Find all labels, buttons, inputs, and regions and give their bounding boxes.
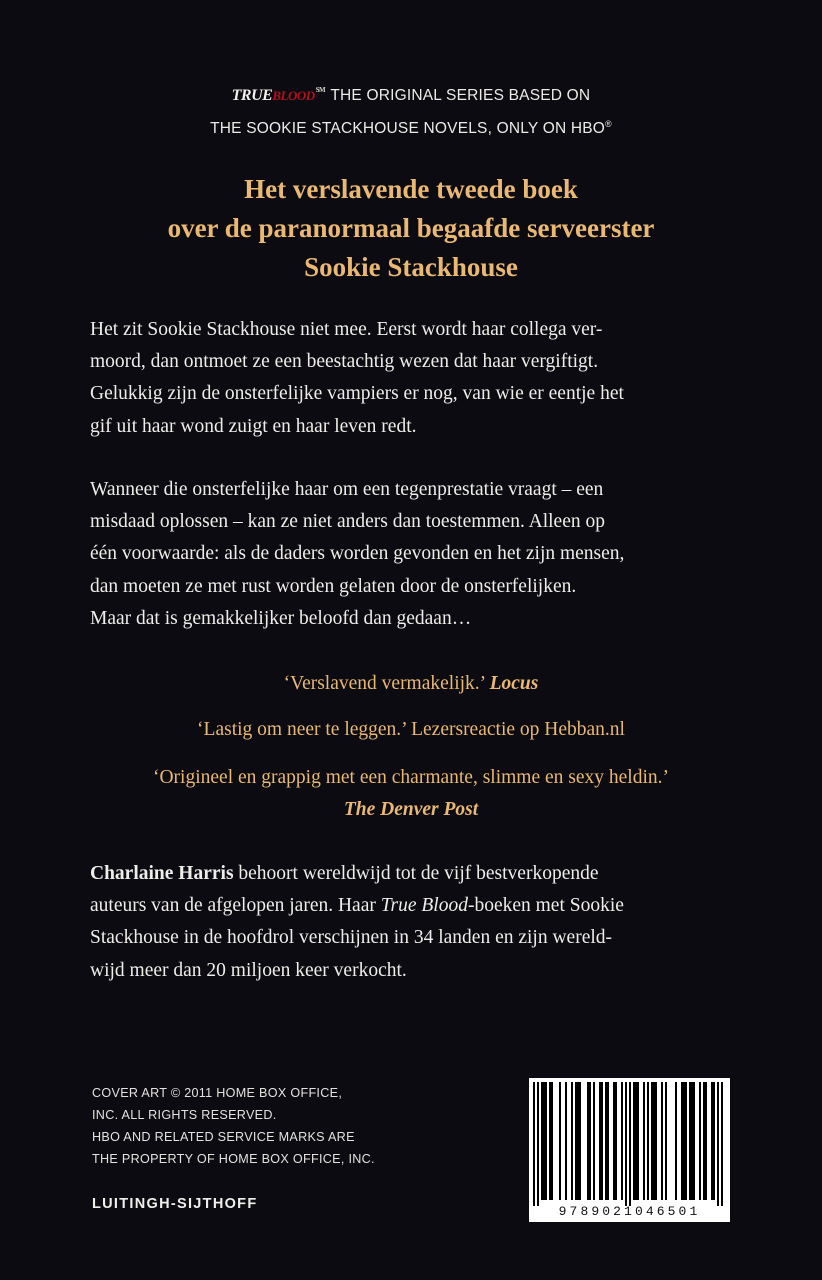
barcode-bar bbox=[647, 1082, 649, 1200]
barcode-bar bbox=[615, 1082, 617, 1200]
text-line: Wanneer die onsterfelijke haar om een tegenprestatie vraagt – een bbox=[90, 479, 604, 500]
barcode-bar bbox=[685, 1082, 687, 1200]
quote-source: Locus bbox=[489, 673, 539, 694]
review-quote-1 bbox=[0, 668, 822, 700]
text-line: één voorwaarde: als de daders worden gevonden en het zijn mensen, bbox=[90, 543, 625, 565]
barcode-bar bbox=[577, 1082, 579, 1200]
barcode-bar bbox=[575, 1082, 577, 1200]
barcode-bar bbox=[571, 1082, 573, 1200]
barcode-bar bbox=[637, 1082, 639, 1200]
text-line: wijd meer dan 20 miljoen keer verkocht. bbox=[90, 959, 407, 981]
quote-source: Lezersreactie op Hebban.nl bbox=[411, 719, 625, 740]
barcode-bar bbox=[651, 1082, 653, 1200]
credit-line: COVER ART © 2011 HOME BOX OFFICE, bbox=[92, 1086, 343, 1100]
barcode-bar bbox=[693, 1082, 695, 1200]
series-line-2: THE SOOKIE STACKHOUSE NOVELS, ONLY ON HBO® bbox=[210, 119, 612, 137]
review-quote-2 bbox=[0, 714, 822, 746]
text-line: Charlaine Harris behoort wereldwijd tot de vijf bestverkopende bbox=[90, 863, 599, 884]
barcode-bar bbox=[689, 1082, 691, 1200]
quote-text: ‘Verslavend vermakelijk.’ bbox=[283, 673, 485, 694]
barcode-bar bbox=[533, 1082, 535, 1206]
credit-line: HBO AND RELATED SERVICE MARKS ARE bbox=[92, 1130, 355, 1144]
text-line: dan moeten ze met rust worden gelaten door de onsterfelijken. bbox=[90, 575, 577, 597]
barcode-bar bbox=[675, 1082, 677, 1200]
barcode-bar bbox=[721, 1082, 723, 1206]
barcode-bar bbox=[549, 1082, 551, 1200]
author-name: Charlaine Harris bbox=[90, 863, 234, 884]
barcode-bar bbox=[565, 1082, 567, 1200]
barcode-bar bbox=[713, 1082, 715, 1200]
barcode-bar bbox=[681, 1082, 683, 1200]
barcode bbox=[529, 1078, 730, 1222]
barcode-bar bbox=[607, 1082, 609, 1200]
headline bbox=[0, 170, 822, 287]
barcode-bar bbox=[629, 1082, 631, 1206]
barcode-bar bbox=[653, 1082, 655, 1200]
barcode-bar bbox=[699, 1082, 701, 1200]
barcode-bar bbox=[541, 1082, 543, 1200]
barcode-bar bbox=[605, 1082, 607, 1200]
headline-line: Het verslavende tweede boek bbox=[244, 174, 578, 204]
author-bio bbox=[90, 858, 740, 987]
series-line-1: TRUEBLOOD℠ THE ORIGINAL SERIES BASED ON bbox=[0, 76, 822, 110]
barcode-bar bbox=[665, 1082, 667, 1200]
credit-line: THE PROPERTY OF HOME BOX OFFICE, INC. bbox=[92, 1152, 375, 1166]
barcode-bar bbox=[599, 1082, 601, 1200]
credit-line: INC. ALL RIGHTS RESERVED. bbox=[92, 1108, 277, 1122]
text-line: Het zit Sookie Stackhouse niet mee. Eerst wordt haar collega ver- bbox=[90, 319, 603, 340]
barcode-bar bbox=[537, 1082, 539, 1206]
series-title: True Blood bbox=[380, 895, 468, 917]
barcode-bar bbox=[711, 1082, 713, 1200]
quote-source: The Denver Post bbox=[343, 799, 479, 820]
series-tagline bbox=[0, 76, 822, 143]
barcode-bar bbox=[703, 1082, 705, 1200]
barcode-bar bbox=[655, 1082, 657, 1200]
copyright-credits bbox=[92, 1082, 375, 1170]
headline-line: Sookie Stackhouse bbox=[304, 252, 518, 282]
barcode-bar bbox=[691, 1082, 693, 1200]
barcode-bar bbox=[551, 1082, 553, 1200]
quote-text: ‘Origineel en grappig met een charmante, slimme en sexy heldin.’ bbox=[152, 767, 670, 788]
barcode-bar bbox=[593, 1082, 595, 1200]
barcode-bar bbox=[661, 1082, 663, 1200]
text-line: Gelukkig zijn de onsterfelijke vampiers er nog, van wie er eentje het bbox=[90, 383, 624, 405]
barcode-bar bbox=[543, 1082, 545, 1200]
barcode-bar bbox=[613, 1082, 615, 1200]
barcode-bar bbox=[559, 1082, 561, 1200]
publisher-logo: LUITINGH-SIJTHOFF bbox=[92, 1196, 258, 1212]
barcode-bars bbox=[529, 1078, 730, 1206]
blurb-paragraph-1 bbox=[90, 314, 740, 443]
text-line: moord, dan ontmoet ze een beestachtig wezen dat haar vergiftigt. bbox=[90, 351, 599, 373]
true-blood-logo: TRUEBLOOD℠ bbox=[231, 86, 326, 104]
review-quote-3 bbox=[0, 762, 822, 826]
text-line: misdaad oplossen – kan ze niet anders dan toestemmen. Alleen op bbox=[90, 511, 605, 533]
barcode-digits: 9789021046501 bbox=[558, 1204, 701, 1219]
headline-line: over de paranormaal begaafde serveerster bbox=[167, 213, 655, 243]
barcode-bar bbox=[705, 1082, 707, 1200]
text-line: Maar dat is gemakkelijker beloofd dan gedaan… bbox=[90, 607, 472, 629]
blurb-paragraph-2 bbox=[90, 474, 740, 635]
barcode-bar bbox=[643, 1082, 645, 1200]
barcode-bar bbox=[621, 1082, 623, 1200]
barcode-bar bbox=[601, 1082, 603, 1200]
barcode-bar bbox=[589, 1082, 591, 1200]
barcode-bar bbox=[635, 1082, 637, 1200]
barcode-bar bbox=[545, 1082, 547, 1200]
text-line: auteurs van de afgelopen jaren. Haar True Blood-boeken met Sookie bbox=[90, 895, 624, 917]
barcode-bar bbox=[579, 1082, 581, 1200]
quote-text: ‘Lastig om neer te leggen.’ bbox=[197, 719, 407, 740]
barcode-bar bbox=[587, 1082, 589, 1200]
barcode-bar bbox=[625, 1082, 627, 1206]
text-line: Stackhouse in de hoofdrol verschijnen in 34 landen en zijn wereld- bbox=[90, 927, 613, 949]
barcode-bar bbox=[633, 1082, 635, 1200]
barcode-bar bbox=[717, 1082, 719, 1206]
barcode-bar bbox=[683, 1082, 685, 1200]
text-line: gif uit haar wond zuigt en haar leven redt. bbox=[90, 415, 417, 437]
